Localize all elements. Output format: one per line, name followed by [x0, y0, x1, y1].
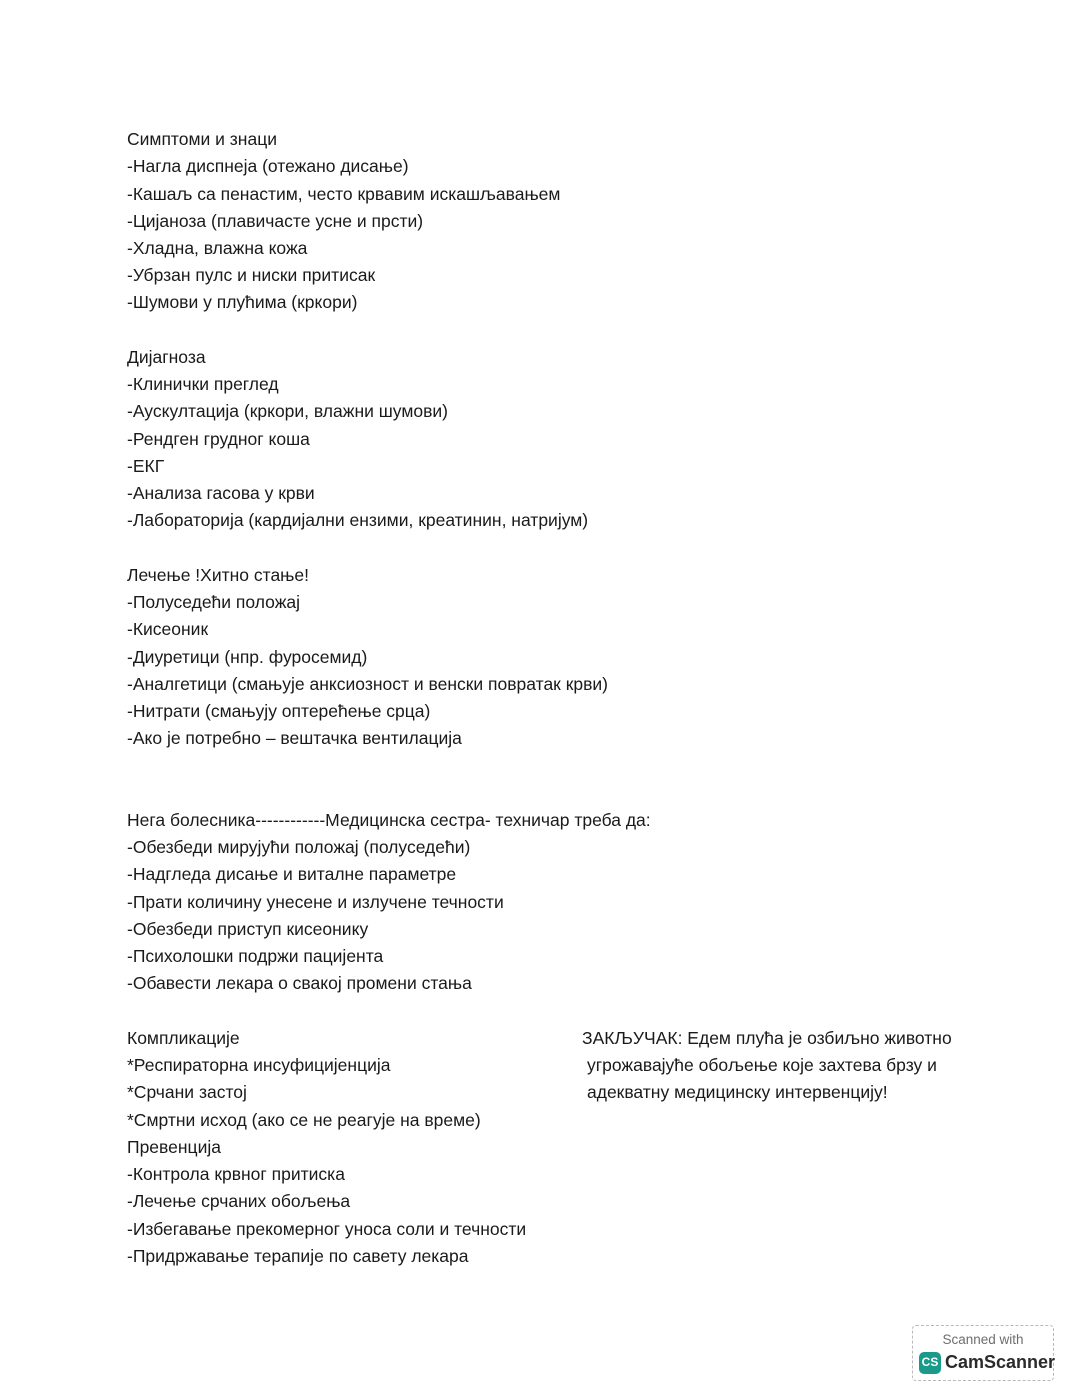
section-heading-complications: Компликације: [127, 1028, 240, 1048]
list-item: -Обезбеди мирујући положај (полуседећи): [127, 837, 471, 857]
list-item: -Придржавање терапије по савету лекара: [127, 1246, 469, 1266]
watermark-brand: CamScanner: [945, 1352, 1056, 1372]
list-item: -Нагла диспнеја (отежано дисање): [127, 156, 409, 176]
list-item: -Избегавање прекомерног уноса соли и течности: [127, 1219, 527, 1239]
list-item: -Кашаљ са пенастим, често крвавим искашљавањем: [127, 184, 561, 204]
list-item: -Шумови у плућима (кркори): [127, 292, 358, 312]
list-item: -Клинички преглед: [127, 374, 279, 394]
list-item: -Контрола крвног притиска: [127, 1164, 345, 1184]
list-item: -ЕКГ: [127, 456, 165, 476]
list-item: -Лабораторија (кардијални ензими, креатинин, натријум): [127, 510, 589, 530]
list-item: *Срчани застој: [127, 1082, 247, 1102]
list-item: -Анализа гасова у крви: [127, 483, 315, 503]
list-item: -Диуретици (нпр. фуросемид): [127, 647, 368, 667]
list-item: -Ако је потребно – вештачка вентилација: [127, 728, 462, 748]
conclusion-line: угрожавајуће обољење које захтева брзу и: [587, 1055, 937, 1075]
list-item: -Аускултација (кркори, влажни шумови): [127, 401, 449, 421]
list-item: -Обавести лекара о свакој промени стања: [127, 973, 472, 993]
section-heading-treatment: Лечење !Хитно стање!: [127, 565, 309, 585]
logo-text: CS: [921, 1355, 939, 1369]
list-item: -Психолошки подржи пацијента: [127, 946, 384, 966]
section-heading-care: Нега болесника------------Медицинска сестра- техничар треба да:: [127, 810, 651, 830]
list-item: -Лечење срчаних обољења: [127, 1191, 351, 1211]
section-heading-diagnosis: Дијагноза: [127, 347, 206, 367]
conclusion-line: ЗАКЉУЧАК: Едем плућа је озбиљно животно: [582, 1028, 952, 1048]
list-item: -Обезбеди приступ кисеонику: [127, 919, 369, 939]
list-item: -Кисеоник: [127, 619, 209, 639]
section-heading-symptoms: Симптоми и знаци: [127, 129, 277, 149]
list-item: -Нитрати (смањују оптерећење срца): [127, 701, 431, 721]
list-item: -Прати количину унесене и излучене течности: [127, 892, 504, 912]
watermark-caption: Scanned with: [942, 1332, 1024, 1347]
list-item: *Смртни исход (ако се не реагује на време): [127, 1110, 481, 1130]
conclusion-line: адекватну медицинску интервенцију!: [587, 1082, 888, 1102]
list-item: -Аналгетици (смањује анксиозност и венски повратак крви): [127, 674, 608, 694]
camscanner-logo-icon: [919, 1352, 941, 1374]
list-item: -Убрзан пулс и ниски притисак: [127, 265, 376, 285]
camscanner-watermark: [912, 1325, 1054, 1381]
list-item: -Надгледа дисање и виталне параметре: [127, 864, 457, 884]
section-heading-prevention: Превенција: [127, 1137, 221, 1157]
list-item: -Рендген грудног коша: [127, 429, 310, 449]
list-item: -Хладна, влажна кожа: [127, 238, 308, 258]
list-item: -Цијаноза (плавичасте усне и прсти): [127, 211, 424, 231]
list-item: -Полуседећи положај: [127, 592, 301, 612]
list-item: *Респираторна инсуфицијенција: [127, 1055, 391, 1075]
